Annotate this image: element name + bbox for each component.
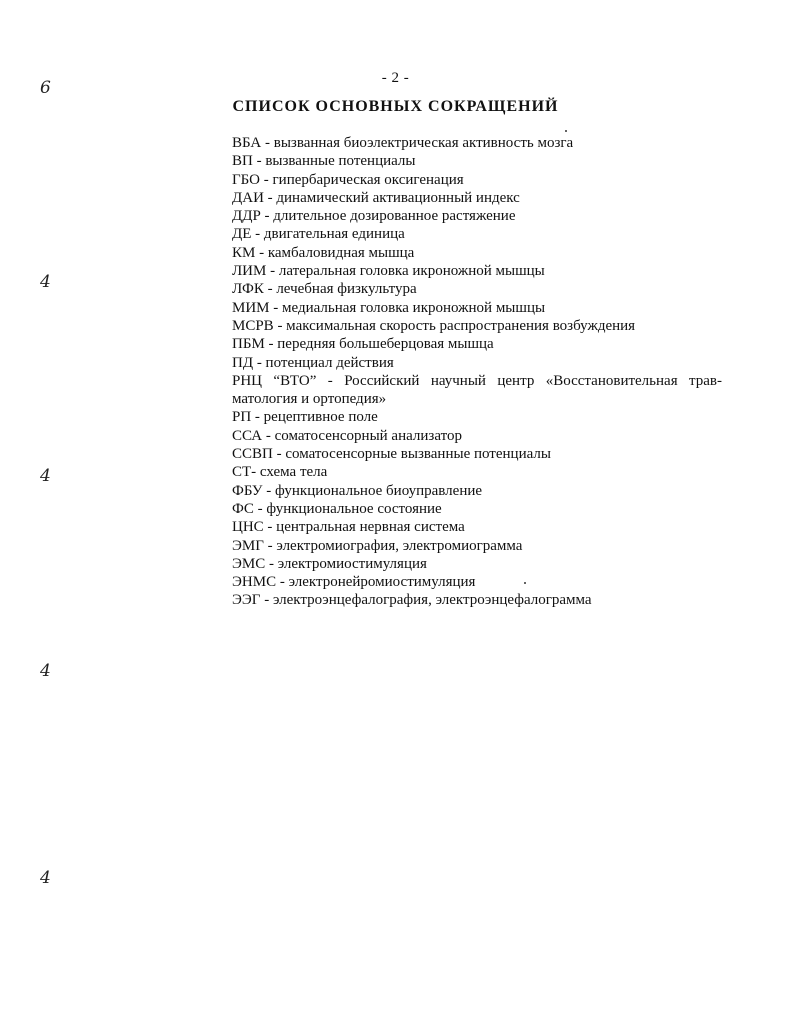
abbreviation-item: ЛФК - лечебная физкультура: [232, 281, 417, 298]
page-number: - 2 -: [381, 70, 410, 86]
abbreviation-item: ДЕ - двигательная единица: [232, 226, 405, 243]
abbreviation-item: МСРВ - максимальная скорость распространения возбуждения: [232, 317, 636, 334]
margin-mark: 4: [40, 272, 51, 292]
abbreviation-item: ЦНС - центральная нервная система: [232, 519, 465, 536]
abbreviation-item: КМ - камбаловидная мышца: [232, 244, 415, 261]
abbreviation-item: ГБО - гипербарическая оксигенация: [232, 171, 464, 188]
abbreviation-item: ДДР - длительное дозированное растяжение: [232, 208, 516, 225]
abbreviation-item: ЭНМС - электронейромиостимуляция: [232, 574, 476, 591]
page-title: СПИСОК ОСНОВНЫХ СОКРАЩЕНИЙ: [232, 98, 559, 115]
abbreviation-item: ПД - потенциал действия: [232, 354, 394, 371]
abbreviation-item: РНЦ “ВТО” - Российский научный центр «Восстановительная трав-матология и ортопедия»: [232, 372, 722, 408]
margin-mark: 6: [40, 78, 51, 98]
abbreviation-item: ЭМГ - электромиография, электромиограмма: [232, 537, 523, 554]
abbreviation-item: ССВП - соматосенсорные вызванные потенциалы: [232, 446, 551, 463]
margin-mark: 4: [40, 868, 51, 888]
abbreviation-list: [232, 134, 722, 610]
abbreviation-item: ЛИМ - латеральная головка икроножной мышцы: [232, 263, 545, 280]
abbreviation-item: ЭЭГ - электроэнцефалография, электроэнцефалограмма: [232, 592, 592, 609]
scan-speck: [565, 130, 567, 132]
abbreviation-item: ССА - соматосенсорный анализатор: [232, 427, 462, 444]
abbreviation-item: ЭМС - электромиостимуляция: [232, 555, 427, 572]
scan-speck: [524, 582, 526, 584]
abbreviation-item: РП - рецептивное поле: [232, 409, 378, 426]
margin-mark: 4: [40, 466, 51, 486]
abbreviation-item: ПБМ - передняя большеберцовая мышца: [232, 336, 494, 353]
abbreviation-item: ВБА - вызванная биоэлектрическая активность мозга: [232, 135, 574, 151]
margin-mark: 4: [40, 661, 51, 681]
abbreviation-item: ФС - функциональное состояние: [232, 500, 442, 517]
abbreviation-item: ФБУ - функциональное биоуправление: [232, 482, 483, 499]
abbreviation-item: МИМ - медиальная головка икроножной мышцы: [232, 299, 546, 316]
abbreviation-item: СТ- схема тела: [232, 464, 328, 481]
abbreviation-item: ВП - вызванные потенциалы: [232, 153, 416, 170]
abbreviation-item: ДАИ - динамический активационный индекс: [232, 189, 520, 206]
